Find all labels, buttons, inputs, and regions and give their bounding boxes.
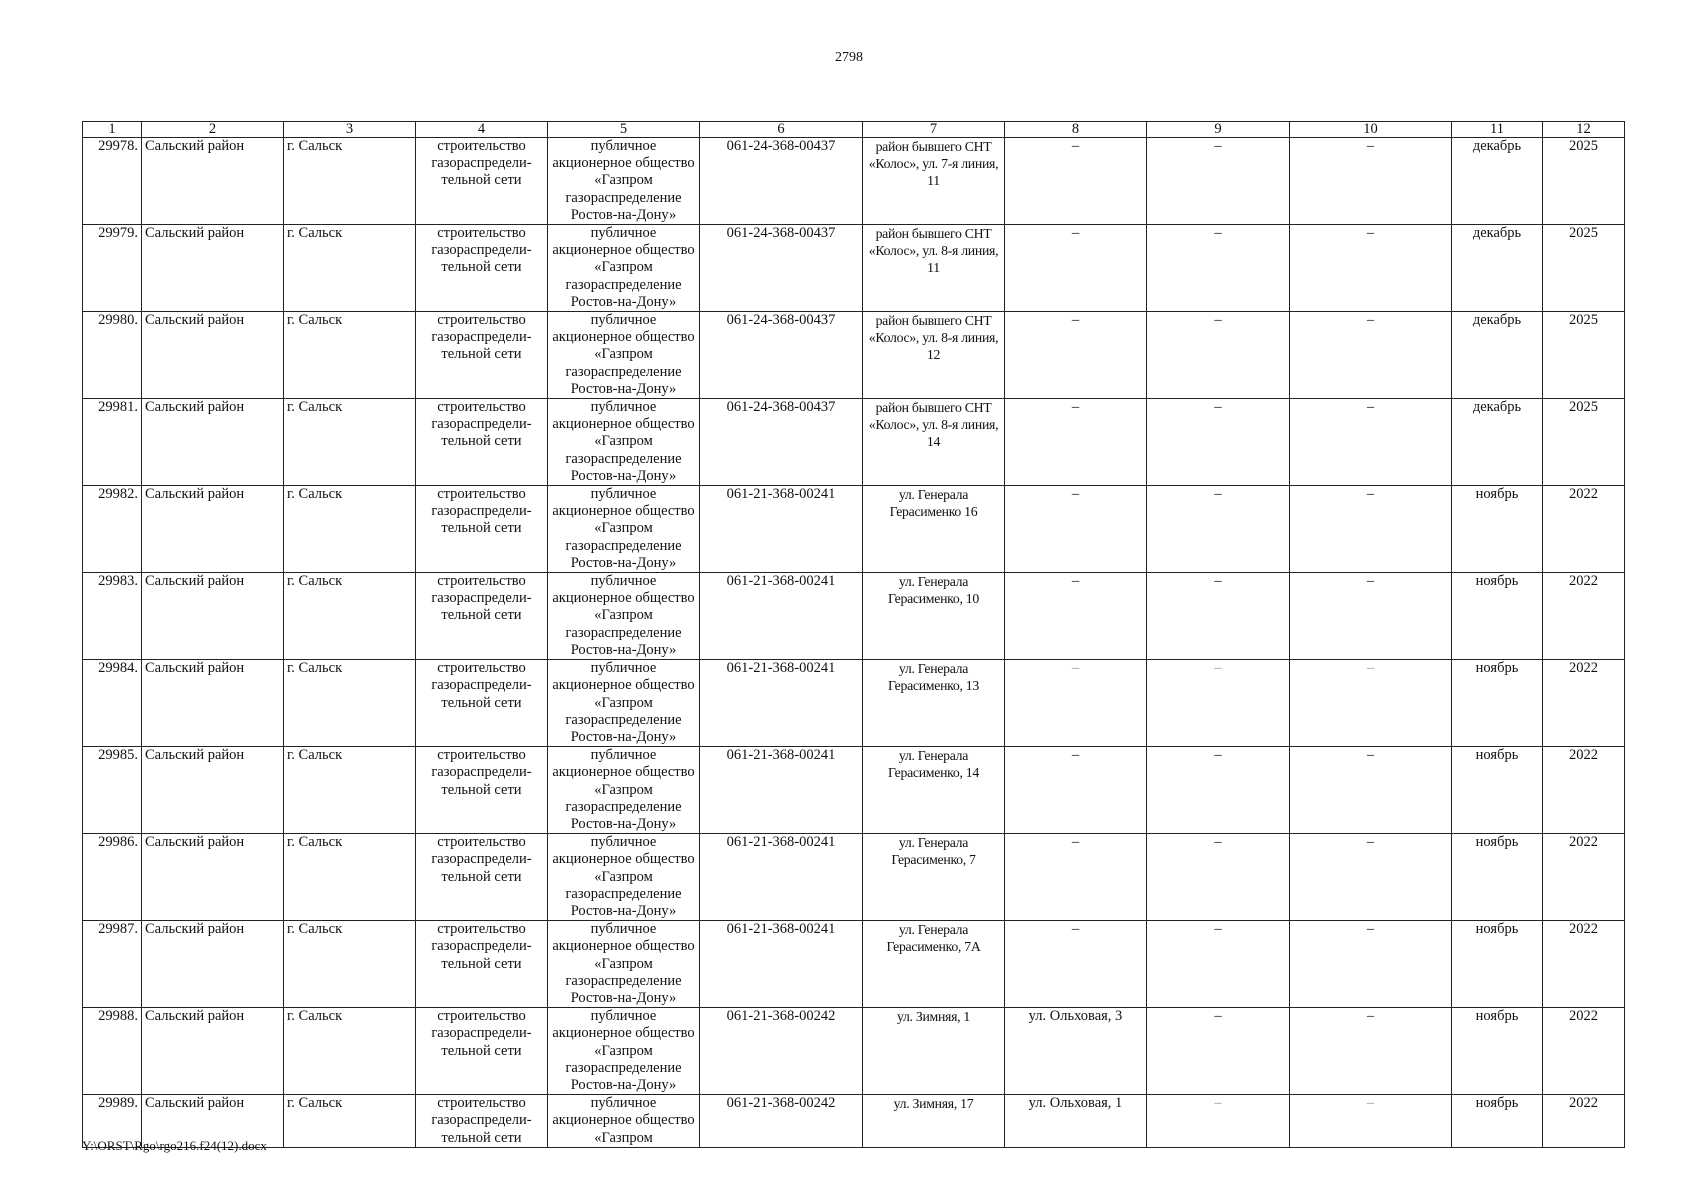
column-9-cell: – [1147, 1008, 1290, 1095]
city-cell: г. Сальск [284, 486, 416, 573]
row-number: 29986. [83, 834, 142, 921]
month-cell: ноябрь [1452, 660, 1543, 747]
column-header: 4 [416, 122, 548, 138]
registry-code-cell: 061-21-368-00241 [700, 834, 863, 921]
month-cell: декабрь [1452, 312, 1543, 399]
column-header: 5 [548, 122, 700, 138]
address-extra-cell: ул. Ольховая, 3 [1005, 1008, 1147, 1095]
year-cell: 2025 [1543, 399, 1625, 486]
address-extra-cell: – [1005, 138, 1147, 225]
district-cell: Сальский район [142, 1008, 284, 1095]
year-cell: 2022 [1543, 834, 1625, 921]
registry-code-cell: 061-24-368-00437 [700, 225, 863, 312]
organization-cell: публичное акционерное общество «Газпром газораспределение Ростов-на-Дону» [548, 921, 700, 1008]
registry-table [82, 121, 1625, 1148]
city-cell: г. Сальск [284, 573, 416, 660]
work-type-cell: строительство газораспредели-тельной сети [416, 747, 548, 834]
registry-code-cell: 061-24-368-00437 [700, 399, 863, 486]
month-cell: ноябрь [1452, 1008, 1543, 1095]
column-9-cell: – [1147, 660, 1290, 747]
column-10-cell: – [1290, 1095, 1452, 1148]
row-number: 29988. [83, 1008, 142, 1095]
address-extra-cell: – [1005, 225, 1147, 312]
work-type-cell: строительство газораспредели-тельной сети [416, 138, 548, 225]
address-cell: ул. Генерала Герасименко 16 [863, 486, 1005, 573]
city-cell: г. Сальск [284, 138, 416, 225]
column-9-cell: – [1147, 921, 1290, 1008]
table-row [83, 486, 1625, 573]
month-cell: ноябрь [1452, 1095, 1543, 1148]
organization-cell: публичное акционерное общество «Газпром газораспределение Ростов-на-Дону» [548, 399, 700, 486]
city-cell: г. Сальск [284, 660, 416, 747]
address-extra-cell: – [1005, 312, 1147, 399]
column-10-cell: – [1290, 747, 1452, 834]
table-row [83, 834, 1625, 921]
organization-cell: публичное акционерное общество «Газпром газораспределение Ростов-на-Дону» [548, 747, 700, 834]
table-row [83, 399, 1625, 486]
registry-code-cell: 061-21-368-00241 [700, 921, 863, 1008]
column-10-cell: – [1290, 921, 1452, 1008]
registry-code-cell: 061-21-368-00241 [700, 573, 863, 660]
organization-cell: публичное акционерное общество «Газпром газораспределение Ростов-на-Дону» [548, 573, 700, 660]
column-10-cell: – [1290, 573, 1452, 660]
year-cell: 2025 [1543, 225, 1625, 312]
district-cell: Сальский район [142, 225, 284, 312]
table-row [83, 1095, 1625, 1148]
column-9-cell: – [1147, 573, 1290, 660]
address-extra-cell: – [1005, 660, 1147, 747]
city-cell: г. Сальск [284, 834, 416, 921]
column-10-cell: – [1290, 399, 1452, 486]
month-cell: ноябрь [1452, 573, 1543, 660]
district-cell: Сальский район [142, 1095, 284, 1148]
column-header: 10 [1290, 122, 1452, 138]
work-type-cell: строительство газораспредели-тельной сети [416, 660, 548, 747]
column-9-cell: – [1147, 834, 1290, 921]
row-number: 29983. [83, 573, 142, 660]
registry-code-cell: 061-24-368-00437 [700, 312, 863, 399]
row-number: 29979. [83, 225, 142, 312]
work-type-cell: строительство газораспредели-тельной сети [416, 573, 548, 660]
city-cell: г. Сальск [284, 1095, 416, 1148]
address-extra-cell: – [1005, 747, 1147, 834]
city-cell: г. Сальск [284, 1008, 416, 1095]
address-cell: ул. Генерала Герасименко, 14 [863, 747, 1005, 834]
organization-cell: публичное акционерное общество «Газпром газораспределение Ростов-на-Дону» [548, 486, 700, 573]
column-10-cell: – [1290, 225, 1452, 312]
row-number: 29978. [83, 138, 142, 225]
organization-cell: публичное акционерное общество «Газпром газораспределение Ростов-на-Дону» [548, 834, 700, 921]
city-cell: г. Сальск [284, 921, 416, 1008]
work-type-cell: строительство газораспредели-тельной сети [416, 225, 548, 312]
registry-code-cell: 061-21-368-00241 [700, 486, 863, 573]
row-number: 29980. [83, 312, 142, 399]
row-number: 29989. [83, 1095, 142, 1148]
table-row [83, 225, 1625, 312]
address-cell: ул. Зимняя, 1 [863, 1008, 1005, 1095]
year-cell: 2022 [1543, 747, 1625, 834]
table-row [83, 312, 1625, 399]
column-10-cell: – [1290, 486, 1452, 573]
month-cell: ноябрь [1452, 486, 1543, 573]
row-number: 29985. [83, 747, 142, 834]
work-type-cell: строительство газораспредели-тельной сети [416, 921, 548, 1008]
district-cell: Сальский район [142, 573, 284, 660]
month-cell: ноябрь [1452, 747, 1543, 834]
table-row [83, 921, 1625, 1008]
address-extra-cell: – [1005, 486, 1147, 573]
column-number-row [83, 122, 1625, 138]
address-cell: ул. Генерала Герасименко, 7 [863, 834, 1005, 921]
column-10-cell: – [1290, 312, 1452, 399]
month-cell: ноябрь [1452, 834, 1543, 921]
month-cell: декабрь [1452, 399, 1543, 486]
year-cell: 2022 [1543, 486, 1625, 573]
column-9-cell: – [1147, 399, 1290, 486]
column-header: 12 [1543, 122, 1625, 138]
year-cell: 2025 [1543, 138, 1625, 225]
table-row [83, 138, 1625, 225]
organization-cell: публичное акционерное общество «Газпром газораспределение Ростов-на-Дону» [548, 1008, 700, 1095]
year-cell: 2025 [1543, 312, 1625, 399]
year-cell: 2022 [1543, 573, 1625, 660]
column-header: 6 [700, 122, 863, 138]
district-cell: Сальский район [142, 921, 284, 1008]
table-row [83, 1008, 1625, 1095]
registry-code-cell: 061-21-368-00242 [700, 1008, 863, 1095]
address-extra-cell: – [1005, 399, 1147, 486]
district-cell: Сальский район [142, 138, 284, 225]
column-header: 9 [1147, 122, 1290, 138]
district-cell: Сальский район [142, 834, 284, 921]
organization-cell: публичное акционерное общество «Газпром газораспределение Ростов-на-Дону» [548, 138, 700, 225]
month-cell: декабрь [1452, 138, 1543, 225]
column-10-cell: – [1290, 660, 1452, 747]
city-cell: г. Сальск [284, 225, 416, 312]
column-header: 3 [284, 122, 416, 138]
city-cell: г. Сальск [284, 312, 416, 399]
work-type-cell: строительство газораспредели-тельной сети [416, 1008, 548, 1095]
column-9-cell: – [1147, 225, 1290, 312]
address-extra-cell: – [1005, 921, 1147, 1008]
address-cell: район бывшего СНТ «Колос», ул. 8-я линия, 11 [863, 225, 1005, 312]
table-row [83, 660, 1625, 747]
column-9-cell: – [1147, 1095, 1290, 1148]
city-cell: г. Сальск [284, 747, 416, 834]
registry-code-cell: 061-21-368-00242 [700, 1095, 863, 1148]
column-9-cell: – [1147, 138, 1290, 225]
column-header: 11 [1452, 122, 1543, 138]
column-10-cell: – [1290, 138, 1452, 225]
address-cell: район бывшего СНТ «Колос», ул. 8-я линия, 12 [863, 312, 1005, 399]
year-cell: 2022 [1543, 921, 1625, 1008]
month-cell: ноябрь [1452, 921, 1543, 1008]
work-type-cell: строительство газораспредели-тельной сети [416, 834, 548, 921]
row-number: 29987. [83, 921, 142, 1008]
district-cell: Сальский район [142, 660, 284, 747]
column-10-cell: – [1290, 834, 1452, 921]
column-9-cell: – [1147, 312, 1290, 399]
month-cell: декабрь [1452, 225, 1543, 312]
year-cell: 2022 [1543, 1008, 1625, 1095]
address-cell: ул. Генерала Герасименко, 7А [863, 921, 1005, 1008]
row-number: 29981. [83, 399, 142, 486]
address-cell: ул. Генерала Герасименко, 10 [863, 573, 1005, 660]
organization-cell: публичное акционерное общество «Газпром газораспределение Ростов-на-Дону» [548, 660, 700, 747]
table-row [83, 747, 1625, 834]
registry-code-cell: 061-24-368-00437 [700, 138, 863, 225]
district-cell: Сальский район [142, 312, 284, 399]
footer-file-path: Y:\ORST\Rgo\rgo216.f24(12).docx [82, 1138, 267, 1153]
registry-code-cell: 061-21-368-00241 [700, 660, 863, 747]
column-header: 1 [83, 122, 142, 138]
column-header: 2 [142, 122, 284, 138]
row-number: 29982. [83, 486, 142, 573]
organization-cell: публичное акционерное общество «Газпром газораспределение Ростов-на-Дону» [548, 312, 700, 399]
organization-cell: публичное акционерное общество «Газпром [548, 1095, 700, 1148]
column-header: 7 [863, 122, 1005, 138]
district-cell: Сальский район [142, 399, 284, 486]
year-cell: 2022 [1543, 1095, 1625, 1148]
address-extra-cell: – [1005, 573, 1147, 660]
row-number: 29984. [83, 660, 142, 747]
district-cell: Сальский район [142, 486, 284, 573]
city-cell: г. Сальск [284, 399, 416, 486]
address-cell: ул. Зимняя, 17 [863, 1095, 1005, 1148]
organization-cell: публичное акционерное общество «Газпром газораспределение Ростов-на-Дону» [548, 225, 700, 312]
work-type-cell: строительство газораспредели-тельной сети [416, 486, 548, 573]
work-type-cell: строительство газораспредели-тельной сети [416, 312, 548, 399]
column-10-cell: – [1290, 1008, 1452, 1095]
address-cell: ул. Генерала Герасименко, 13 [863, 660, 1005, 747]
page-number: 2798 [835, 50, 863, 65]
address-extra-cell: ул. Ольховая, 1 [1005, 1095, 1147, 1148]
work-type-cell: строительство газораспредели-тельной сети [416, 399, 548, 486]
year-cell: 2022 [1543, 660, 1625, 747]
district-cell: Сальский район [142, 747, 284, 834]
column-header: 8 [1005, 122, 1147, 138]
address-extra-cell: – [1005, 834, 1147, 921]
address-cell: район бывшего СНТ «Колос», ул. 8-я линия, 14 [863, 399, 1005, 486]
address-cell: район бывшего СНТ «Колос», ул. 7-я линия, 11 [863, 138, 1005, 225]
work-type-cell: строительство газораспредели-тельной сети [416, 1095, 548, 1148]
table-row [83, 573, 1625, 660]
column-9-cell: – [1147, 486, 1290, 573]
column-9-cell: – [1147, 747, 1290, 834]
registry-code-cell: 061-21-368-00241 [700, 747, 863, 834]
